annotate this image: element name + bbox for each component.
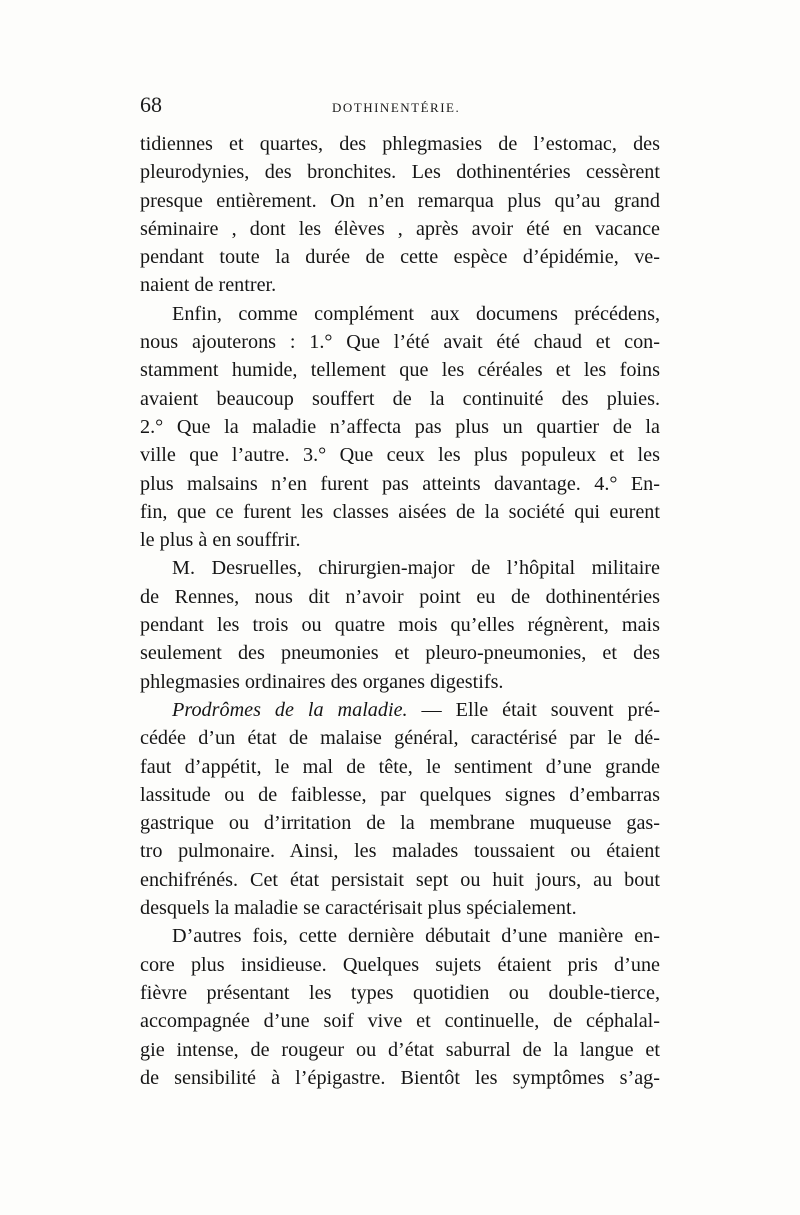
running-title: DOTHINENTÉRIE. [332, 100, 461, 115]
text-line: séminaire , dont les élèves , après avoir été en vacance [140, 217, 660, 240]
text-line: pleurodynies, des bronchites. Les dothinentéries cessèrent [140, 161, 660, 184]
text-line [140, 696, 660, 724]
text-line: gie intense, de rougeur ou d’état saburral de la langue et [140, 1038, 660, 1061]
text-line: nous ajouterons : 1.° Que l’été avait été chaud et con- [140, 331, 660, 354]
text-line: avaient beaucoup souffert de la continuité des pluies. [140, 387, 660, 410]
text-fragment: — Elle était souvent pré- [421, 698, 661, 721]
text-line: Enfin, comme complément aux documens précédens, [172, 302, 660, 325]
text-line: phlegmasies ordinaires des organes digestifs. [140, 670, 504, 693]
text-line: ville que l’autre. 3.° Que ceux les plus populeux et les [140, 444, 660, 467]
text-line: 2.° Que la maladie n’affecta pas plus un quartier de la [140, 415, 660, 438]
text-line: core plus insidieuse. Quelques sujets étaient pris d’une [140, 953, 660, 976]
text-line: enchifrénés. Cet état persistait sept ou huit jours, au bout [140, 868, 660, 891]
page-body [140, 130, 660, 1092]
text-line: fin, que ce furent les classes aisées de la société qui eurent [140, 500, 660, 523]
page-number: 68 [140, 92, 162, 117]
text-line: pendant les trois ou quatre mois qu’elles régnèrent, mais [140, 614, 660, 637]
section-heading: Prodrômes de la maladie. [172, 698, 408, 721]
text-line: pendant toute la durée de cette espèce d’épidémie, ve- [140, 246, 660, 269]
text-line: tro pulmonaire. Ainsi, les malades toussaient ou étaient [140, 840, 660, 863]
text-line: cédée d’un état de malaise général, caractérisé par le dé- [140, 727, 660, 750]
text-line: plus malsains n’en furent pas atteints davantage. 4.° En- [140, 472, 660, 495]
text-line: de sensibilité à l’épigastre. Bientôt les symptômes s’ag- [140, 1066, 660, 1089]
text-line: presque entièrement. On n’en remarqua plus qu’au grand [140, 189, 660, 212]
text-line: desquels la maladie se caractérisait plus spécialement. [140, 897, 577, 920]
text-line: fièvre présentant les types quotidien ou double-tierce, [140, 981, 660, 1004]
text-line: D’autres fois, cette dernière débutait d’une manière en- [172, 925, 660, 948]
text-line: stamment humide, tellement que les céréales et les foins [140, 359, 660, 382]
page-header [140, 92, 660, 122]
text-line: faut d’appétit, le mal de tête, le sentiment d’une grande [140, 755, 660, 778]
text-line: seulement des pneumonies et pleuro-pneumonies, et des [140, 642, 660, 665]
text-line: lassitude ou de faiblesse, par quelques signes d’embarras [140, 783, 660, 806]
text-line: le plus à en souffrir. [140, 529, 301, 552]
text-line: tidiennes et quartes, des phlegmasies de l’estomac, des [140, 133, 660, 155]
text-line: accompagnée d’une soif vive et continuelle, de céphalal- [140, 1010, 660, 1033]
text-line: naient de rentrer. [140, 274, 277, 297]
text-line: de Rennes, nous dit n’avoir point eu de dothinentéries [140, 585, 660, 608]
text-line: gastrique ou d’irritation de la membrane muqueuse gas- [140, 812, 660, 835]
text-line: M. Desruelles, chirurgien-major de l’hôpital militaire [172, 557, 660, 580]
